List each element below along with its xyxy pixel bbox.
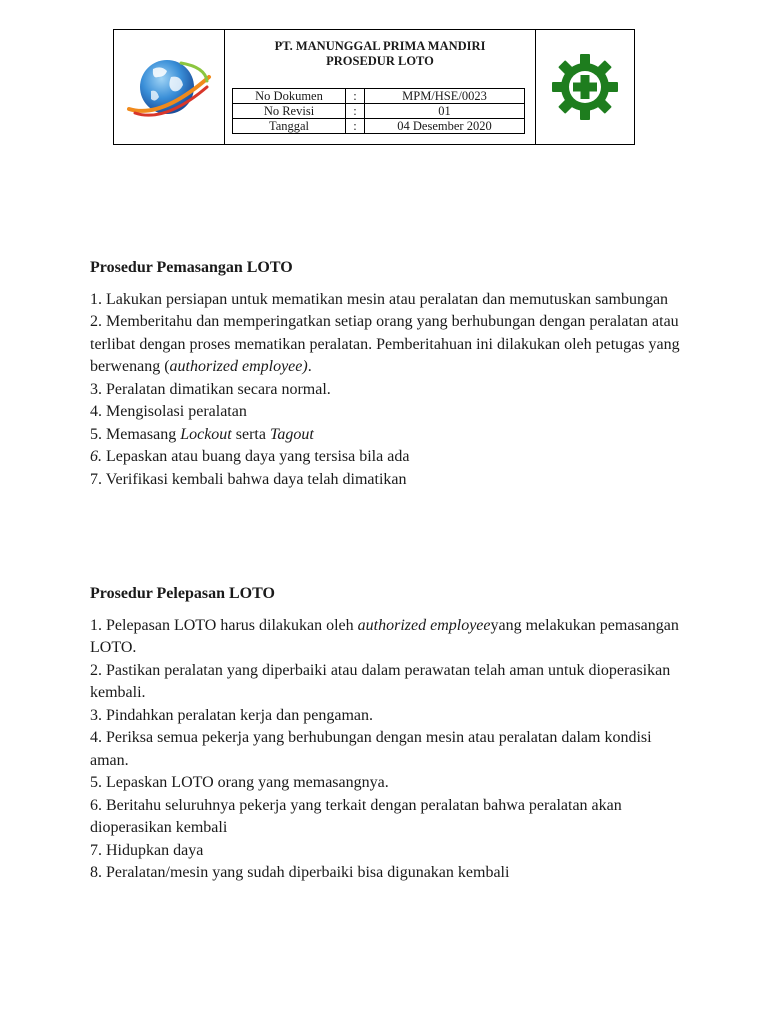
- info-label: Tanggal: [233, 119, 346, 134]
- release-procedure-section: [90, 583, 690, 885]
- list-item: 3. Pindahkan peralatan kerja dan pengaman.: [90, 706, 373, 724]
- list-item: 6. Lepaskan atau buang daya yang tersisa bila ada: [90, 448, 410, 465]
- list-item: 7. Verifikasi kembali bahwa daya telah dimatikan: [90, 470, 407, 488]
- list-item: 1. Lakukan persiapan untuk mematikan mesin atau peralatan dan memutuskan sambungan: [90, 290, 669, 308]
- document-title: PROSEDUR LOTO: [326, 54, 434, 68]
- info-label: No Revisi: [233, 104, 346, 119]
- list-item: 2. Memberitahu dan memperingatkan setiap orang yang berhubungan dengan peralatan atau terlibat dengan proses mematikan peralatan. Pemberitahuan ini dilakukan oleh petugas yang berwenang (authorized employee).: [90, 313, 680, 375]
- release-procedure-heading: Prosedur Pelepasan LOTO: [90, 585, 275, 602]
- globe-logo-icon: [121, 47, 217, 127]
- document-header: [113, 29, 635, 145]
- list-item: 5. Lepaskan LOTO orang yang memasangnya.: [90, 774, 389, 791]
- list-item: 3. Peralatan dimatikan secara normal.: [90, 380, 331, 398]
- info-value: 04 Desember 2020: [365, 119, 525, 134]
- list-item: 7. Hidupkan daya: [90, 841, 204, 859]
- list-item: 8. Peralatan/mesin yang sudah diperbaiki bisa digunakan kembali: [90, 864, 510, 881]
- info-row-date: [233, 119, 525, 134]
- k3-gear-cross-icon: [549, 51, 621, 123]
- info-label: No Dokumen: [233, 89, 346, 104]
- list-item: 6. Beritahu seluruhnya pekerja yang terkait dengan peralatan bahwa peralatan akan dioperasikan kembali: [90, 796, 622, 836]
- list-item: 4. Periksa semua pekerja yang berhubungan dengan mesin atau peralatan dalam kondisi aman.: [90, 729, 652, 769]
- list-item: 1. Pelepasan LOTO harus dilakukan oleh authorized employeeyang melakukan pemasangan LOTO.: [90, 616, 679, 656]
- info-row-document-number: [233, 89, 525, 104]
- install-procedure-section: [90, 257, 690, 491]
- list-item: 2. Pastikan peralatan yang diperbaiki atau dalam perawatan telah aman untuk dioperasikan kembali.: [90, 661, 671, 701]
- info-row-revision: [233, 104, 525, 119]
- list-item: 4. Mengisolasi peralatan: [90, 403, 247, 420]
- safety-logo-cell: [536, 30, 634, 144]
- info-separator: :: [346, 89, 365, 104]
- info-separator: :: [346, 104, 365, 119]
- document-title-cell: [225, 30, 536, 144]
- info-separator: :: [346, 119, 365, 134]
- company-name: PT. MANUNGGAL PRIMA MANDIRI: [274, 39, 486, 53]
- install-procedure-heading: Prosedur Pemasangan LOTO: [90, 259, 293, 276]
- company-logo-cell: [114, 30, 225, 144]
- info-value: MPM/HSE/0023: [365, 89, 525, 104]
- document-info-table: [232, 88, 525, 134]
- list-item: 5. Memasang Lockout serta Tagout: [90, 425, 314, 443]
- info-value: 01: [365, 104, 525, 119]
